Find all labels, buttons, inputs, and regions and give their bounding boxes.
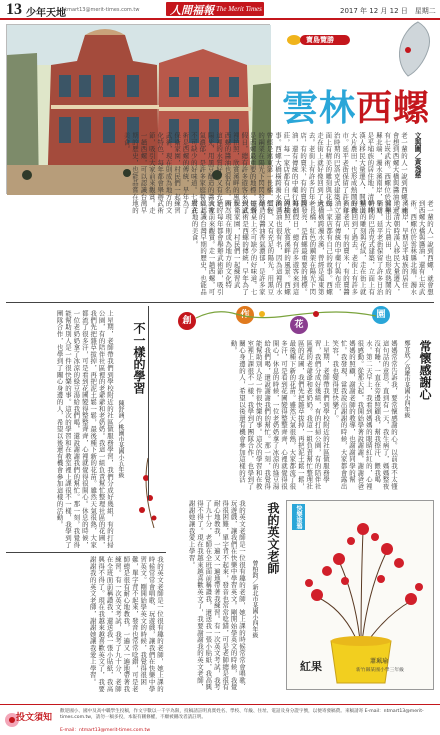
story-body-middle: 上星期，老師帶我們到學校附近的社區做服務學習，我們分成好幾組，有的打掃公園，有的陪伴社區裡的老爺爺和老奶奶。我這一組負責幫忙整理社區的花圃，我們先把雜草拔掉，再把泥土鬆一鬆，最後種下新的花苗。雖然天氣很熱，大家都流了很多汗，可是看到花圃變得整整齊齊，心裡就覺得很開心。休息的時候，一位老奶奶拿了冰涼的綠豆湯給我們喝，還說謝謝我們的幫忙。那一刻，我覺得能幫助別人是一件很快樂的事。這次的學習和在教室裡上課很不一樣，我學到了團隊合作，也學到了關心身邊的人，希望以後還有機會參加這樣的活動。 xyxy=(229,340,330,490)
taiwan-map-icon xyxy=(388,20,436,78)
label-char-1: 創 xyxy=(178,312,196,330)
story-byline-learning: 陳舒涵／桃園市某國小五年級 xyxy=(117,400,124,478)
story-title-teacher: 我的英文老師 xyxy=(266,502,280,574)
story-title-learning: 不一樣的學習 xyxy=(132,322,146,394)
header-email: ntmart13@merit-times.com.tw xyxy=(62,7,140,13)
section-name: 少年天地 xyxy=(26,8,66,19)
art-tag: 快樂塗鴉 xyxy=(292,504,305,530)
page-number: 13 xyxy=(6,1,22,18)
feature-byline: 文與圖／黃逸慈 xyxy=(413,132,421,179)
label-char-3: 花 xyxy=(290,316,308,334)
column-rule xyxy=(148,306,149,500)
footer-notice: 歡迎國小、國中及高中職學生投稿，作文字數以一千字為限，投稿請註明真實姓名、學校、年級、住址、電話及身分證字號，以便寄發稿費。來稿請寄 E-mail：ntmart13@merit-times.com.tw，請勿一稿多投，本報有刪修權，不願被刪改者請註明。 xyxy=(60,709,424,720)
logo-english: The Merit Times xyxy=(216,5,262,13)
feature-title-town: 西螺 xyxy=(356,88,431,129)
route-tag-label: 寶島覽勝 xyxy=(306,36,334,44)
feature-body-upper: 老一輩的人一說到西螺，就會想到西螺大橋與醬油，還有七崁武術。西螺位於雲林縣北端，濁水溪南岸，早期是平埔族的居住地，清朝時漢人移民大量遷入，開墾出大片農田，也形成熱鬧的街市。延平老街保留了許多日治時期的巴洛克式建築，立面上有精美的雕刻與花紋，走在街上就好像回到了過去。老街上有許多百年老店，有的賣米，有的賣醬油，還有傳統的中藥行與布莊，每一家店都有自己的故事。西螺大橋橫跨濁水溪，曾經是遠東第一長橋，紅色的鋼架在陽光下閃閃發亮，是西螺最重要的地標。每到假日，總有許多遊客來到這裡拍照，欣賞溪畔的風景。西螺的醬油也很有名，因為這裡的水質好，又有充足的陽光，用黑豆釀造的醬油香氣濃郁，是許多家庭餐桌上不可缺少的好味道。七崁武術是西螺的傳統，早年為了保衛家園，村民們一起練習武術，現在則成為地方的文化特色，每年都會舉辦武術節，吸引大家前來觀賞。走一趟西螺，可以認識台灣早期的歷史，也能品嘗在地的美食。 xyxy=(122,132,408,214)
story-body-learning: 上星期，老師帶我們到學校附近的社區做服務學習，我們分成好幾組，有的打掃公園，有的陪伴社區裡的老爺爺和老奶奶。我這一組負責幫忙整理社區的花圃，我們先把雜草拔掉，再把泥土鬆一鬆，最後種下新的花苗。雖然天氣很熱，大家都流了很多汗，可是看到花圃變得整整齊齊，心裡就覺得很開心。休息的時候，一位老奶奶拿了冰涼的綠豆湯給我們喝，還說謝謝我們的幫忙。那一刻，我覺得能幫助別人是一件很快樂的事。這次的學習和在教室裡上課很不一樣，我學到了團隊合作，也學到了關心身邊的人，希望以後還有機會參加這樣的活動。 xyxy=(55,310,114,548)
story-title-gratitude: 常懷感謝心 xyxy=(418,340,432,400)
feature-body-lower: 老一輩的人一說到西螺，就會想到西螺大橋與醬油，還有七崁武術。西螺位於雲林縣北端，濁水溪南岸，早期是平埔族的居住地，清朝時漢人移民大量遷入，開墾出大片農田，也形成熱鬧的街市。延平老街保留了許多日治時期的巴洛克式建築，立面上有精美的雕刻與花紋，走在街上就好像回到了過去。老街上有許多百年老店，有的賣米，有的賣醬油，還有傳統的中藥行與布莊，每一家店都有自己的故事。西螺大橋橫跨濁水溪，曾經是遠東第一長橋，紅色的鋼架在陽光下閃閃發亮，是西螺最重要的地標。每到假日，總有許多遊客來到這裡拍照，欣賞溪畔的風景。西螺的醬油也很有名，因為這裡的水質好，又有充足的陽光，用黑豆釀造的醬油香氣濃郁，是許多家庭餐桌上不可缺少的好味道。七崁武術是西螺的傳統，早年為了保衛家園，村民們一起練習武術，現在則成為地方的文化特色，每年都會舉辦武術節，吸引大家前來觀賞。走一趟西螺，可以認識台灣早期的歷史，也能品嘗在地的美食。 xyxy=(190,200,434,296)
issue-date: 2017 年 12 月 12 日 星期二 xyxy=(340,7,436,15)
art-school: 新竹縣某國小學三年級 xyxy=(356,668,404,673)
art-title: 紅果 xyxy=(300,660,322,673)
label-char-2: 作 xyxy=(236,306,254,324)
feature-title xyxy=(282,80,430,131)
feature-title-place: 雲林 xyxy=(282,88,357,129)
column-divider xyxy=(6,552,166,553)
logo-chinese: 人間福報 xyxy=(170,4,214,17)
section-divider xyxy=(6,302,434,303)
story-byline-teacher: 曾柏鈞／新北市某國小四年級 xyxy=(251,560,258,638)
label-char-4: 園 xyxy=(372,306,390,324)
story-byline-gratitude: 鄭宜欣／高雄市某國小四年級 xyxy=(403,340,410,418)
story-body-teacher-cont: 我的英文老師是一位很有趣的老師，她上課的時候常常會唱歌、玩遊戲，讓我們在快樂中學習英文。剛開始學英文的時候，我覺得很困難，單字背不起來，發音也常常唸錯，可是老師總是很有耐心地教我，一遍又一遍地帶著我練習。有一次英文考試，我考了九十分，老師在全班面前稱讚我，還送我一張小貼紙，我高興得不得了。現在我越來越喜歡英文了，我要謝謝我的英文老師，謝謝她讓我愛上學習。 xyxy=(88,556,164,692)
story-body-teacher: 我的英文老師是一位很有趣的老師，她上課的時候常常會唱歌、玩遊戲，讓我們在快樂中學習英文。剛開始學英文的時候，我覺得很困難，單字背不起來，發音也常常唸錯，可是老師總是很有耐心地教我，一遍又一遍地帶著我練習。有一次英文考試，我考了九十分，老師在全班面前稱讚我，還送我一張小貼紙，我高興得不得了。現在我越來越喜歡英文了，我要謝謝我的英文老師，謝謝她讓我愛上學習。 xyxy=(187,500,246,691)
art-artist: 蕭珮瑜 xyxy=(370,658,389,665)
story-body-gratitude: 媽媽常常告訴我，要常懷感謝的心。以前我不太懂這句話的意思，直到有一天，我生病了，媽媽整夜沒有睡，一直在旁邊照顧我，幫我擦汗、餵我喝水。第二天早上，我看到媽媽的眼睛紅紅的，心裡很感動。從那天起，我開始學著說謝謝，謝謝爸爸媽媽的照顧，謝謝老師的教導，也謝謝同學的幫忙。我發現，當我說出謝謝的時候，大家都會露出笑容，我也變得更快樂了。 xyxy=(331,340,398,490)
footer-badge: 投文須知 xyxy=(16,713,53,723)
label-vine-decoration xyxy=(196,306,376,324)
footer-email: E-mail：ntmart13@merit-times.com.tw xyxy=(60,728,151,733)
